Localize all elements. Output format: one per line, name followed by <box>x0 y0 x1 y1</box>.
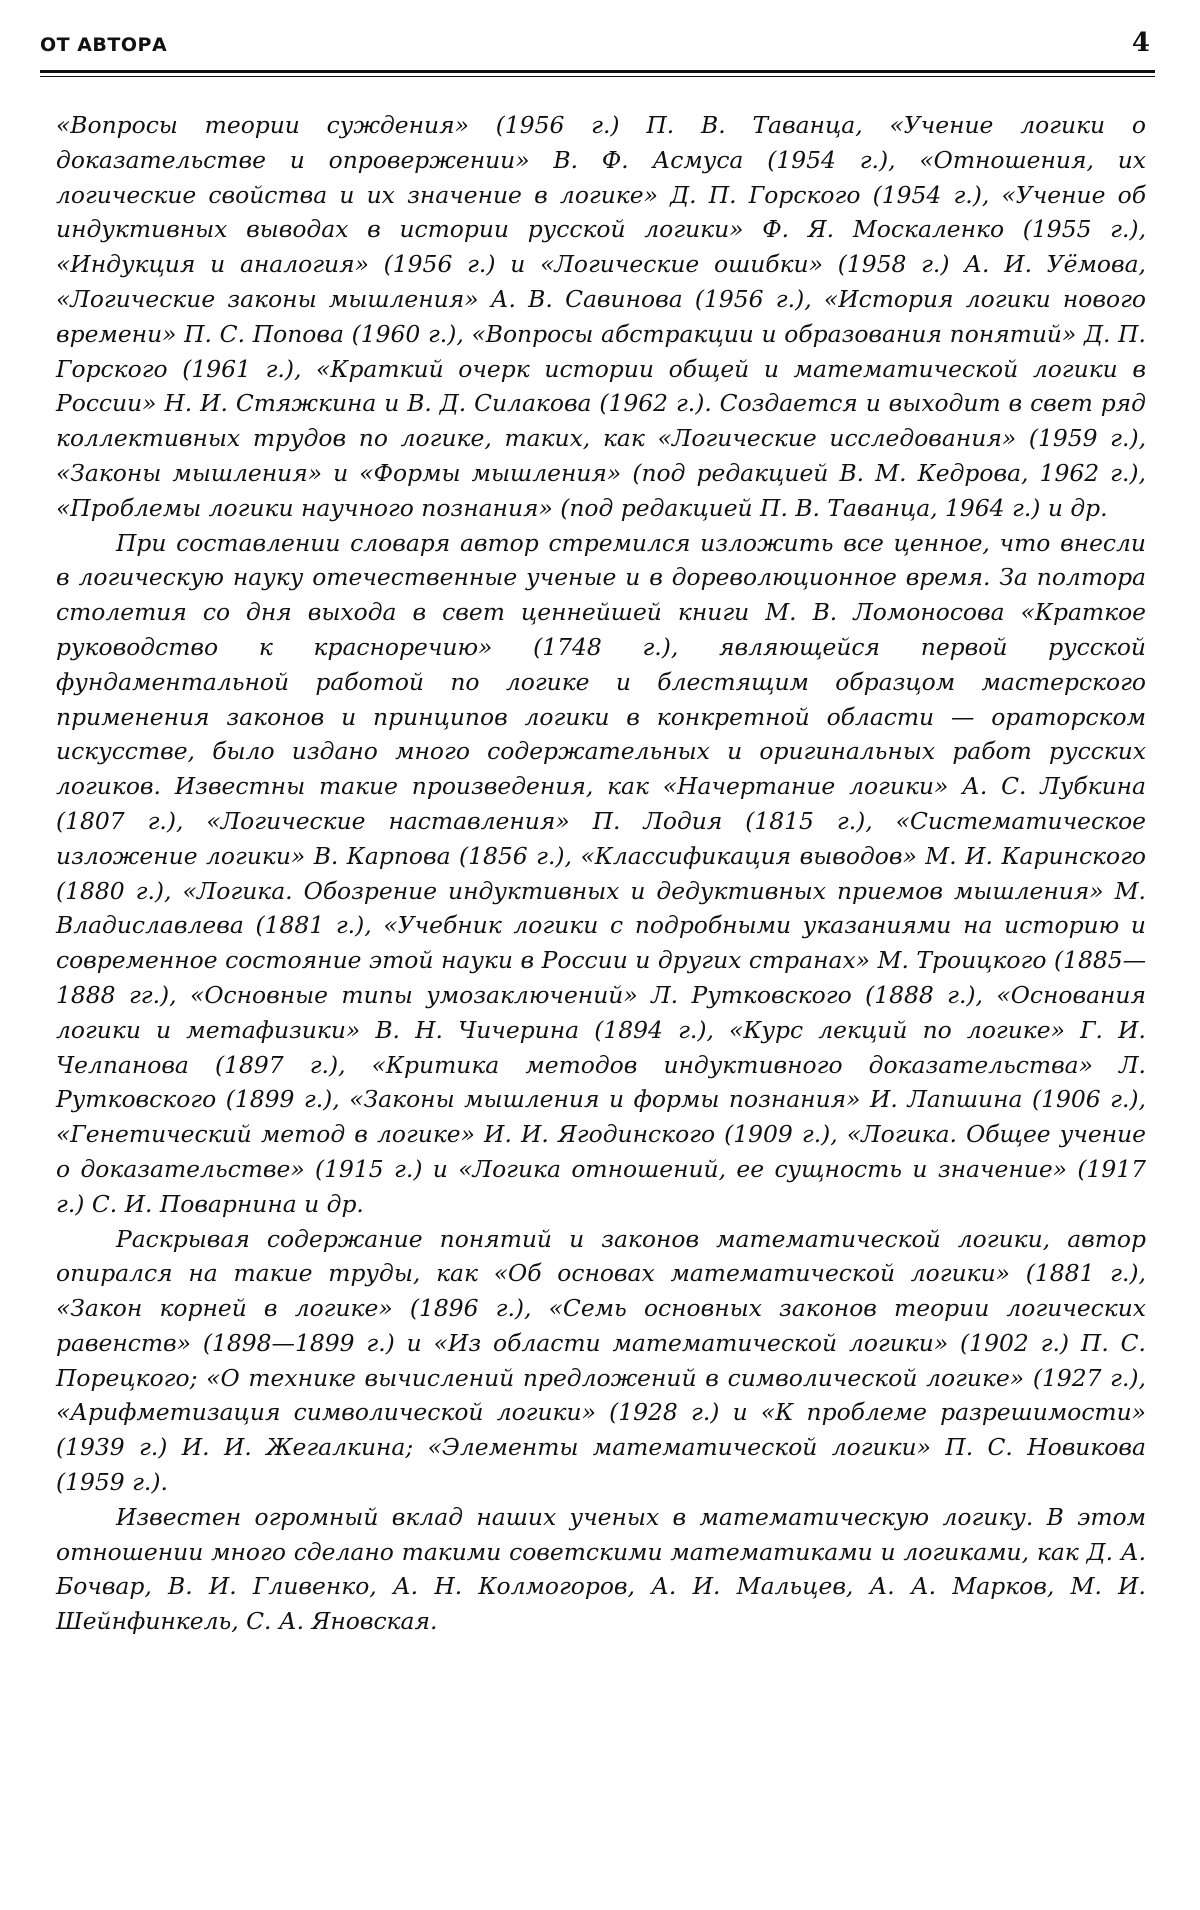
paragraph-3: Раскрывая содержание понятий и законов математической логики, автор опирался на такие труды, как «Об основах математической логики» (1881 г.), «Закон корней в логике» (1896 г.), «Семь основных законов теории логических равенств» (1898—1899 г.) и «Из области математической логики» (1902 г.) П. С. Порецкого; «О технике вычислений предложений в символической логике» (1927 г.), «Арифметизация символической логики» (1928 г.) и «К проблеме разрешимости» (1939 г.) И. И. Жегалкина; «Элементы математической логики» П. С. Новикова (1959 г.). <box>56 1222 1146 1500</box>
page-header <box>40 30 1150 60</box>
page-number: 4 <box>1132 28 1150 58</box>
running-head: ОТ АВТОРА <box>40 34 167 56</box>
header-rule <box>40 70 1155 73</box>
paragraph-1: «Вопросы теории суждения» (1956 г.) П. В. Таванца, «Учение логики о доказательстве и опровержении» В. Ф. Асмуса (1954 г.), «Отношения, их логические свойства и их значение в логике» Д. П. Горского (1954 г.), «Учение об индуктивных выводах в истории русской логики» Ф. Я. Москаленко (1955 г.), «Индукция и аналогия» (1956 г.) и «Логические ошибки» (1958 г.) А. И. Уёмова, «Логические законы мышления» А. В. Савинова (1956 г.), «История логики нового времени» П. С. Попова (1960 г.), «Вопросы абстракции и образования понятий» Д. П. Горского (1961 г.), «Краткий очерк истории общей и математической логики в России» Н. И. Стяжкина и В. Д. Силакова (1962 г.). Создается и выходит в свет ряд коллективных трудов по логике, таких, как «Логические исследования» (1959 г.), «Законы мышления» и «Формы мышления» (под редакцией В. М. Кедрова, 1962 г.), «Проблемы логики научного познания» (под редакцией П. В. Таванца, 1964 г.) и др. <box>56 108 1146 526</box>
body-text <box>56 108 1146 1639</box>
header-rule-thin <box>40 76 1155 77</box>
document-page <box>0 0 1200 1910</box>
paragraph-4: Известен огромный вклад наших ученых в математическую логику. В этом отношении много сделано такими советскими математиками и логиками, как Д. А. Бочвар, В. И. Гливенко, А. Н. Колмогоров, А. И. Мальцев, А. А. Марков, М. И. Шейнфинкель, С. А. Яновская. <box>56 1500 1146 1639</box>
paragraph-2: При составлении словаря автор стремился изложить все ценное, что внесли в логическую науку отечественные ученые и в дореволюционное время. За полтора столетия со дня выхода в свет ценнейшей книги М. В. Ломоносова «Краткое руководство к красноречию» (1748 г.), являющейся первой русской фундаментальной работой по логике и блестящим образцом мастерского применения законов и принципов логики в конкретной области — ораторском искусстве, было издано много содержательных и оригинальных работ русских логиков. Известны такие произведения, как «Начертание логики» А. С. Лубкина (1807 г.), «Логические наставления» П. Лодия (1815 г.), «Систематическое изложение логики» В. Карпова (1856 г.), «Классификация выводов» М. И. Каринского (1880 г.), «Логика. Обозрение индуктивных и дедуктивных приемов мышления» М. Владиславлева (1881 г.), «Учебник логики с подробными указаниями на историю и современное состояние этой науки в России и других странах» М. Троицкого (1885—1888 гг.), «Основные типы умозаключений» Л. Рутковского (1888 г.), «Основания логики и метафизики» В. Н. Чичерина (1894 г.), «Курс лекций по логике» Г. И. Челпанова (1897 г.), «Критика методов индуктивного доказательства» Л. Рутковского (1899 г.), «Законы мышления и формы познания» И. Лапшина (1906 г.), «Генетический метод в логике» И. И. Ягодинского (1909 г.), «Логика. Общее учение о доказательстве» (1915 г.) и «Логика отношений, ее сущность и значение» (1917 г.) С. И. Поварнина и др. <box>56 526 1146 1222</box>
